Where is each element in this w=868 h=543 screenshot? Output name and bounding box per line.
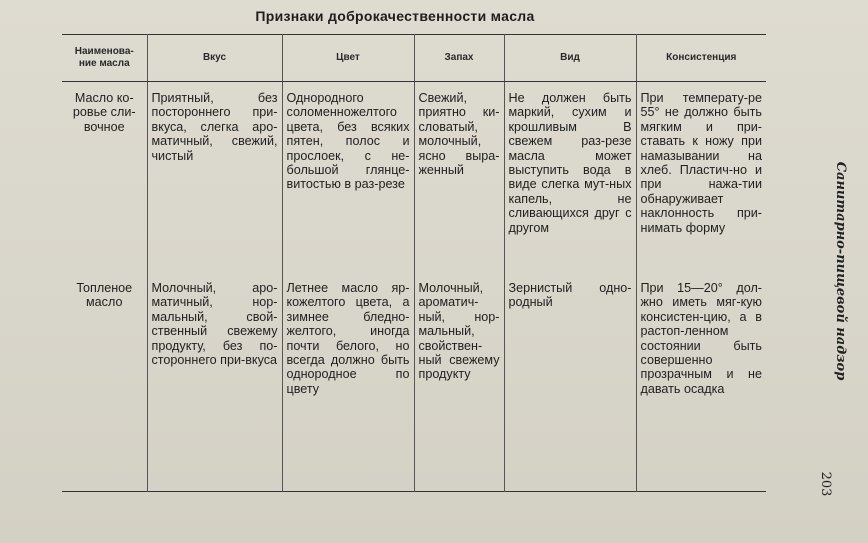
cell-smell: Свежий, приятно ки-словатый, молочный, ясно выра-женный [414,82,504,270]
header-color: Цвет [282,35,414,82]
header-consistency: Консистенция [636,35,766,82]
table-header-row [62,35,766,82]
cell-name: Масло ко-ровье сли-вочное [62,82,147,270]
header-smell: Запах [414,35,504,82]
header-name: Наименова-ние масла [62,35,147,82]
cell-consistency: При 15—20° дол-жно иметь мяг-кую консистен-цию, а в растоп-ленном состоянии быть совершенно прозрачным и не давать осадка [636,269,766,492]
table-row [62,269,766,492]
cell-taste: Приятный, без постороннего при-вкуса, слегка аро-матичный, свежий, чистый [147,82,282,270]
cell-consistency: При температу-ре 55° не должно быть мягким и при-ставать к ножу при намазывании на хлеб. Пластич-но и при нажа-тии обнаруживает наклонность при-нимать форму [636,82,766,270]
table-title: Признаки доброкачественности масла [255,8,535,24]
page-number: 203 [818,471,833,497]
header-taste: Вкус [147,35,282,82]
cell-name: Топленое масло [62,269,147,492]
cell-appearance: Зернистый одно-родный [504,269,636,492]
cell-smell: Молочный, ароматич-ный, нор-мальный, свойствен-ный свежему продукту [414,269,504,492]
butter-quality-table [62,34,766,492]
table-row [62,82,766,270]
cell-taste: Молочный, аро-матичный, нор-мальный, свой-ственный свежему продукту, без по-стороннего при-вкуса [147,269,282,492]
header-appearance: Вид [504,35,636,82]
running-head: Санитарно-пищевой надзор [833,161,848,381]
cell-color: Летнее масло яр-кожелтого цвета, а зимнее бледно-желтого, иногда почти белого, но всегда должно быть однородное по цвету [282,269,414,492]
cell-appearance: Не должен быть маркий, сухим и крошливым В свежем раз-резе масла может выступить вода в виде слегка мут-ных капель, не сливающихся друг с другом [504,82,636,270]
cell-color: Однородного соломенножелтого цвета, без всяких пятен, полос и прослоек, с не-большой глянце-витостью в раз-резе [282,82,414,270]
